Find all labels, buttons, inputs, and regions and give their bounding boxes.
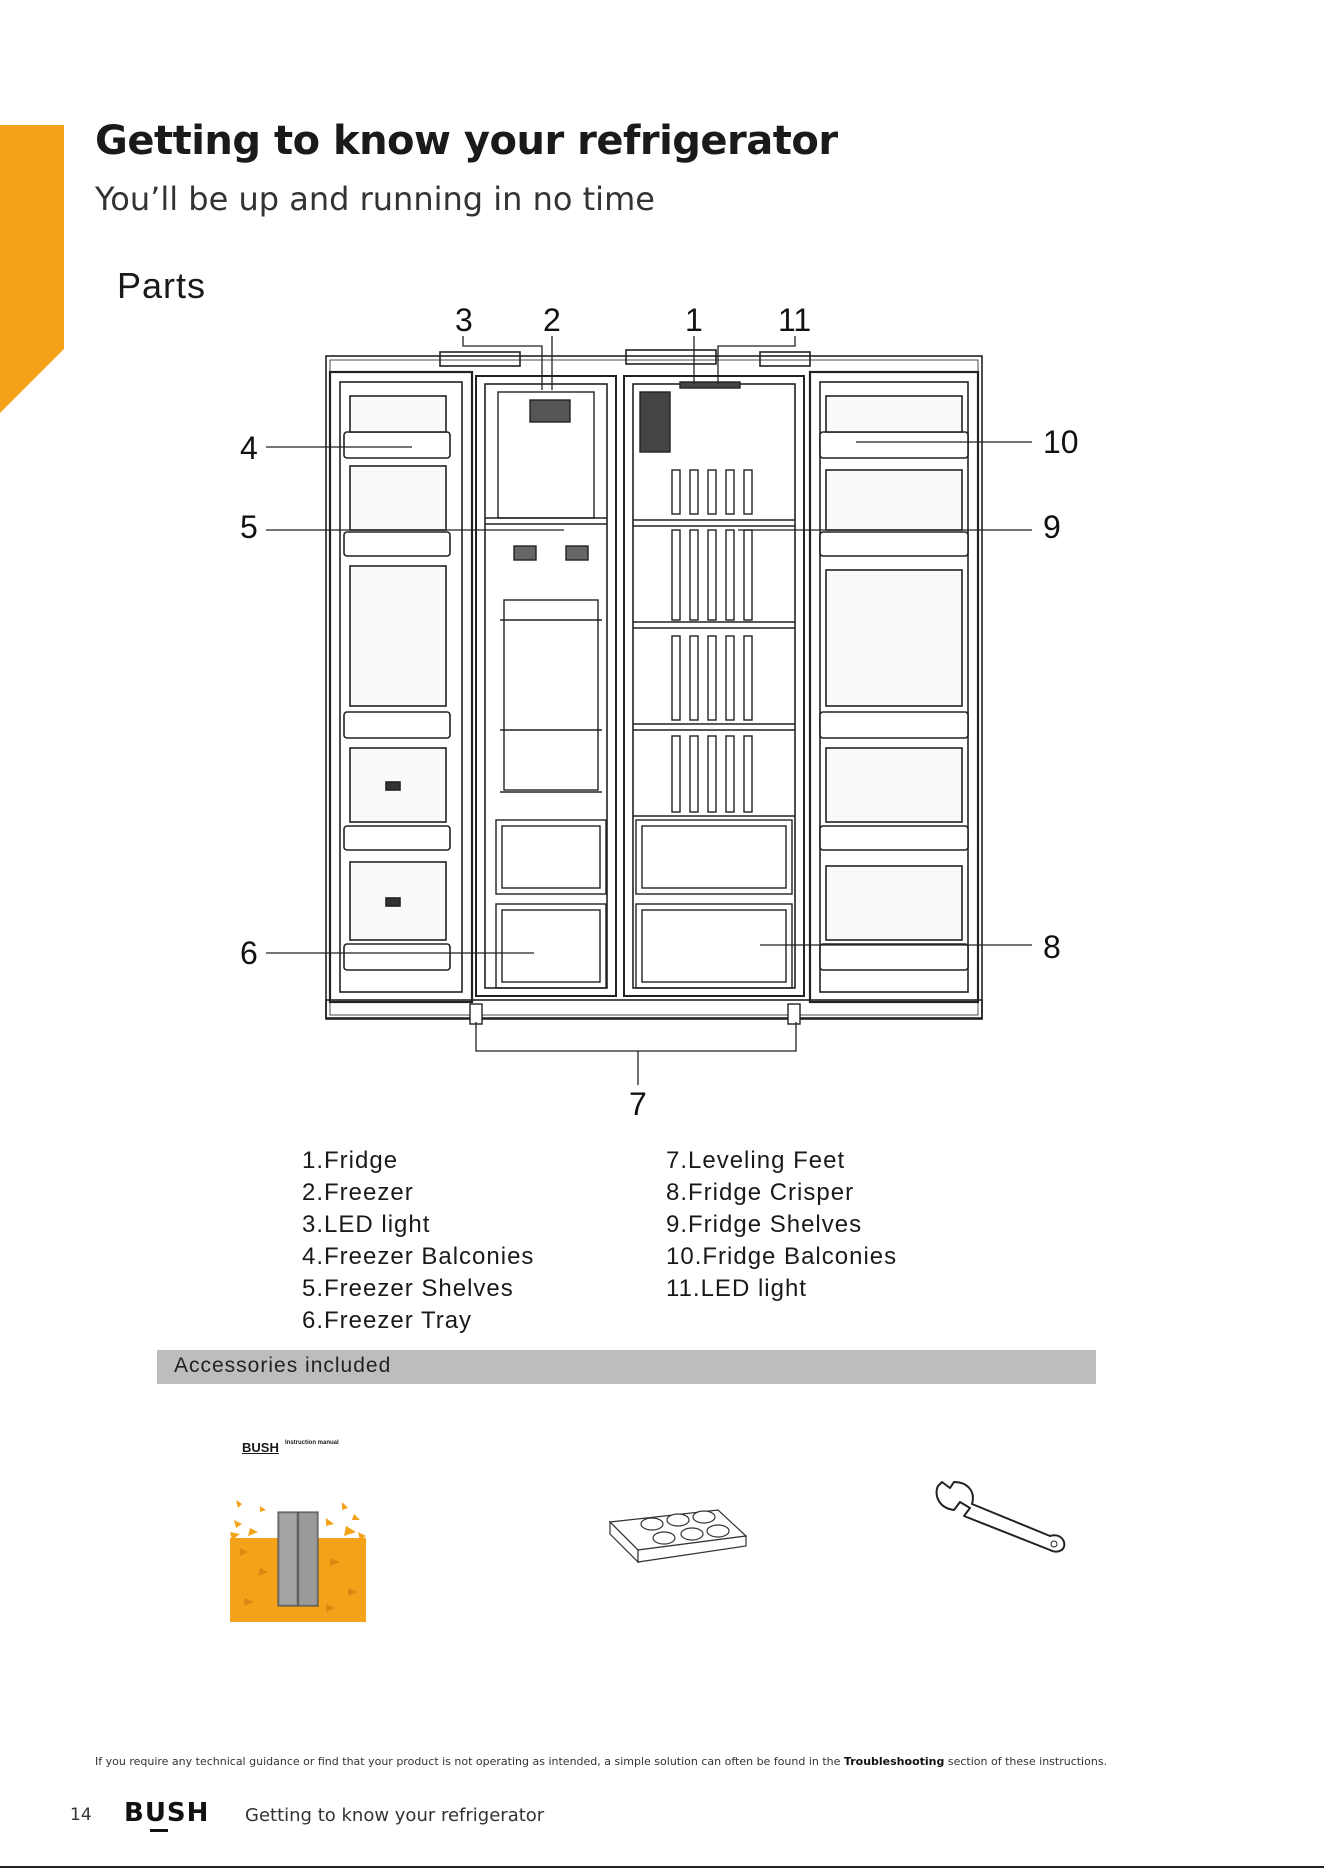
callout-4: 4 — [240, 430, 258, 466]
parts-heading: Parts — [117, 265, 207, 306]
page-title: Getting to know your refrigerator — [95, 118, 838, 164]
footer-brand-logo: BUSH — [124, 1798, 210, 1828]
callout-7: 7 — [629, 1086, 647, 1122]
manual-title: Instruction manual — [285, 1440, 339, 1446]
troubleshooting-link-text: Troubleshooting — [843, 1755, 945, 1768]
callout-10: 10 — [1043, 424, 1079, 460]
parts-list-left — [302, 1145, 534, 1337]
callout-3: 3 — [455, 302, 473, 338]
parts-list-item: 9.Fridge Shelves — [666, 1211, 863, 1238]
callout-8: 8 — [1043, 929, 1061, 965]
footer-section-title: Getting to know your refrigerator — [245, 1805, 545, 1826]
parts-list-item: 5.Freezer Shelves — [302, 1275, 514, 1302]
manual-brand-logo: BUSH — [242, 1440, 279, 1455]
parts-list-item: 11.LED light — [666, 1275, 807, 1302]
troubleshooting-note — [95, 1755, 1107, 1768]
callout-1: 1 — [685, 302, 703, 338]
bottom-rule — [0, 1866, 1324, 1868]
callout-5: 5 — [240, 509, 258, 545]
parts-list-item: 10.Fridge Balconies — [666, 1243, 898, 1270]
callout-2: 2 — [543, 302, 561, 338]
page-subtitle: You’ll be up and running in no time — [95, 180, 655, 218]
manual-cover-icon — [230, 1498, 366, 1622]
instruction-manual-image — [230, 1440, 368, 1622]
parts-list-item: 4.Freezer Balconies — [302, 1243, 535, 1270]
spanner-icon — [930, 1480, 1070, 1560]
page-number: 14 — [70, 1805, 92, 1825]
accessories-header-bar — [157, 1350, 1096, 1384]
parts-list-item: 7.Leveling Feet — [666, 1147, 846, 1174]
parts-list-item: 6.Freezer Tray — [302, 1307, 473, 1334]
callout-11: 11 — [778, 302, 812, 338]
parts-list-right — [666, 1145, 897, 1305]
accessories-heading: Accessories included — [174, 1354, 392, 1377]
callout-9: 9 — [1043, 509, 1061, 545]
parts-list-item: 8.Fridge Crisper — [666, 1179, 855, 1206]
parts-list-item: 2.Freezer — [302, 1179, 414, 1206]
parts-list-item: 1.Fridge — [302, 1147, 399, 1174]
egg-tray-icon — [600, 1500, 750, 1570]
note-text-end: section of these instructions. — [944, 1755, 1108, 1768]
parts-list-item: 3.LED light — [302, 1211, 431, 1238]
note-text: If you require any technical guidance or find that your product is not operating as intended, a simple solution can often be found in the — [95, 1755, 844, 1768]
callout-6: 6 — [240, 935, 258, 971]
